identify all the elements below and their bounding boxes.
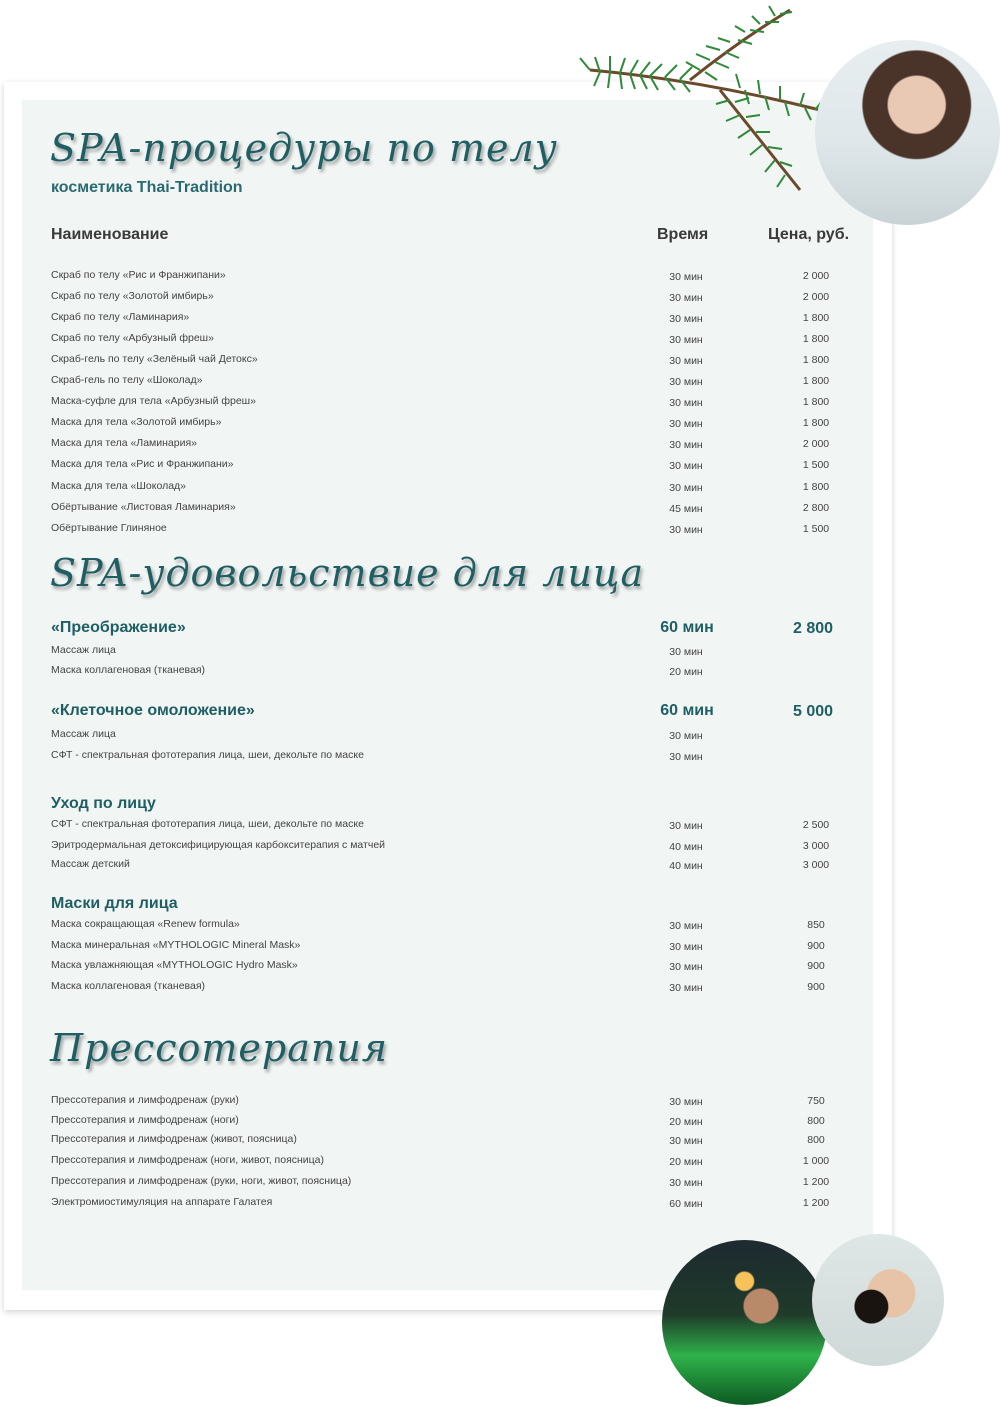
service-price: 2 800 [802,502,830,514]
service-price: 1 800 [802,481,830,493]
service-time: 30 мин [669,418,703,430]
service-price: 3 000 [802,859,830,871]
service-price: 2 000 [802,438,830,450]
service-time: 30 мин [669,1135,703,1147]
list-item [51,749,841,767]
service-time: 30 мин [669,730,703,742]
service-price: 1 800 [802,396,830,408]
subsection-face-masks: Маски для лица [51,895,178,912]
list-item [51,1175,841,1193]
service-time: 20 мин [669,1116,703,1128]
list-item [51,290,841,308]
service-time: 20 мин [669,666,703,678]
service-time: 30 мин [669,961,703,973]
woman-photo [815,40,1000,225]
service-name: Маска для тела «Ламинария» [51,437,197,449]
service-name: Маска-суфле для тела «Арбузный фреш» [51,395,256,407]
list-item [51,522,841,540]
service-price: 1 200 [802,1176,830,1188]
service-name: СФТ - спектральная фототерапия лица, шеи, декольте по маске [51,818,364,830]
service-name: Обёртывание «Листовая Ламинария» [51,501,236,513]
list-item [51,728,841,746]
service-name: Скраб по телу «Рис и Франжипани» [51,269,226,281]
service-price: 2 000 [802,270,830,282]
list-item [51,1094,841,1112]
program-price-cell-rejuvenation: 5 000 [792,703,834,720]
list-item [51,1133,841,1151]
jacuzzi-photo [662,1240,827,1405]
list-item [51,311,841,329]
service-time: 30 мин [669,524,703,536]
service-name: Прессотерапия и лимфодренаж (ноги) [51,1114,239,1126]
subtitle-cosmetics: косметика Thai-Tradition [51,179,243,196]
service-name: Массаж лица [51,644,116,656]
list-item [51,959,841,977]
service-time: 30 мин [669,751,703,763]
service-name: Маска минеральная «MYTHOLOGIC Mineral Mask» [51,939,301,951]
service-name: Маска коллагеновая (тканевая) [51,980,206,992]
service-price: 750 [807,1095,825,1107]
list-item [51,374,841,392]
service-name: Прессотерапия и лимфодренаж (руки) [51,1094,239,1106]
list-item [51,980,841,998]
list-item [51,416,841,434]
list-item [51,818,841,836]
service-name: Обёртывание Глиняное [51,522,167,534]
program-name-cell-rejuvenation: «Клеточное омоложение» [51,702,255,719]
list-item [51,1114,841,1132]
list-item [51,644,841,662]
service-time: 30 мин [669,1096,703,1108]
service-name: Эритродермальная детоксифицирующая карбокситерапия с матчей [51,839,386,851]
service-name: Маска сокращающая «Renew formula» [51,918,240,930]
service-price: 3 000 [802,840,830,852]
service-price: 800 [807,1134,825,1146]
column-header-price: Цена, руб. [768,226,850,243]
program-name-transformation: «Преображение» [51,619,186,636]
head-massage-photo [812,1234,944,1366]
service-time: 30 мин [669,313,703,325]
list-item [51,1196,841,1214]
service-name: Скраб по телу «Ламинария» [51,311,190,323]
pine-branch-image [570,0,860,200]
service-name: Скраб по телу «Золотой имбирь» [51,290,214,302]
service-price: 1 000 [802,1155,830,1167]
service-name: Скраб-гель по телу «Зелёный чай Детокс» [51,353,258,365]
list-item [51,664,841,682]
service-name: Массаж детский [51,858,130,870]
service-name: Маска для тела «Золотой имбирь» [51,416,222,428]
service-time: 30 мин [669,982,703,994]
list-item [51,839,841,857]
list-item [51,395,841,413]
list-item [51,353,841,371]
list-item [51,332,841,350]
service-price: 1 200 [802,1197,830,1209]
service-price: 900 [807,981,825,993]
service-time: 30 мин [669,460,703,472]
subsection-face-care: Уход по лицу [51,795,156,812]
service-time: 30 мин [669,941,703,953]
service-time: 30 мин [669,292,703,304]
service-time: 30 мин [669,439,703,451]
list-item [51,501,841,519]
column-header-name: Наименование [51,226,169,243]
service-name: Маска для тела «Рис и Франжипани» [51,458,234,470]
program-price-transformation: 2 800 [792,620,834,637]
service-name: Прессотерапия и лимфодренаж (руки, ноги, живот, поясница) [51,1175,352,1187]
service-name: Прессотерапия и лимфодренаж (ноги, живот, поясница) [51,1154,325,1166]
service-time: 30 мин [669,334,703,346]
section-title-pressotherapy: Прессотерапия [50,1026,389,1070]
list-item [51,480,841,498]
service-time: 40 мин [669,841,703,853]
list-item [51,858,841,876]
service-time: 30 мин [669,1177,703,1189]
list-item [51,437,841,455]
service-time: 20 мин [669,1156,703,1168]
service-name: Электромиостимуляция на аппарате Галатея [51,1196,273,1208]
service-price: 1 800 [802,312,830,324]
service-price: 1 800 [802,375,830,387]
list-item [51,939,841,957]
service-price: 1 800 [802,354,830,366]
service-price: 800 [807,1115,825,1127]
service-price: 2 000 [802,291,830,303]
section-title-body: SPA-процедуры по телу [50,126,558,170]
service-price: 900 [807,960,825,972]
service-name: Маска для тела «Шоколад» [51,480,187,492]
column-header-time: Время [657,226,709,243]
service-time: 45 мин [669,503,703,515]
service-time: 40 мин [669,860,703,872]
service-price: 2 500 [802,819,830,831]
service-price: 1 800 [802,417,830,429]
service-time: 60 мин [669,1198,703,1210]
service-name: Маска увлажняющая «MYTHOLOGIC Hydro Mask» [51,959,298,971]
service-name: Маска коллагеновая (тканевая) [51,664,206,676]
program-time-transformation: 60 мин [660,619,714,636]
service-price: 1 500 [802,459,830,471]
service-name: Скраб по телу «Арбузный фреш» [51,332,214,344]
service-price: 1 800 [802,333,830,345]
service-price: 900 [807,940,825,952]
list-item [51,1154,841,1172]
program-time-cell-rejuvenation: 60 мин [660,702,714,719]
service-time: 30 мин [669,920,703,932]
list-item [51,458,841,476]
list-item [51,918,841,936]
service-time: 30 мин [669,482,703,494]
service-price: 850 [807,919,825,931]
service-time: 30 мин [669,646,703,658]
list-item [51,269,841,287]
service-price: 1 500 [802,523,830,535]
service-time: 30 мин [669,397,703,409]
service-name: Скраб-гель по телу «Шоколад» [51,374,203,386]
service-time: 30 мин [669,271,703,283]
service-time: 30 мин [669,376,703,388]
service-name: Массаж лица [51,728,116,740]
service-name: Прессотерапия и лимфодренаж (живот, поясница) [51,1133,297,1145]
service-name: СФТ - спектральная фототерапия лица, шеи, декольте по маске [51,749,364,761]
service-time: 30 мин [669,820,703,832]
service-time: 30 мин [669,355,703,367]
section-title-face: SPA-удовольствие для лица [50,551,645,595]
